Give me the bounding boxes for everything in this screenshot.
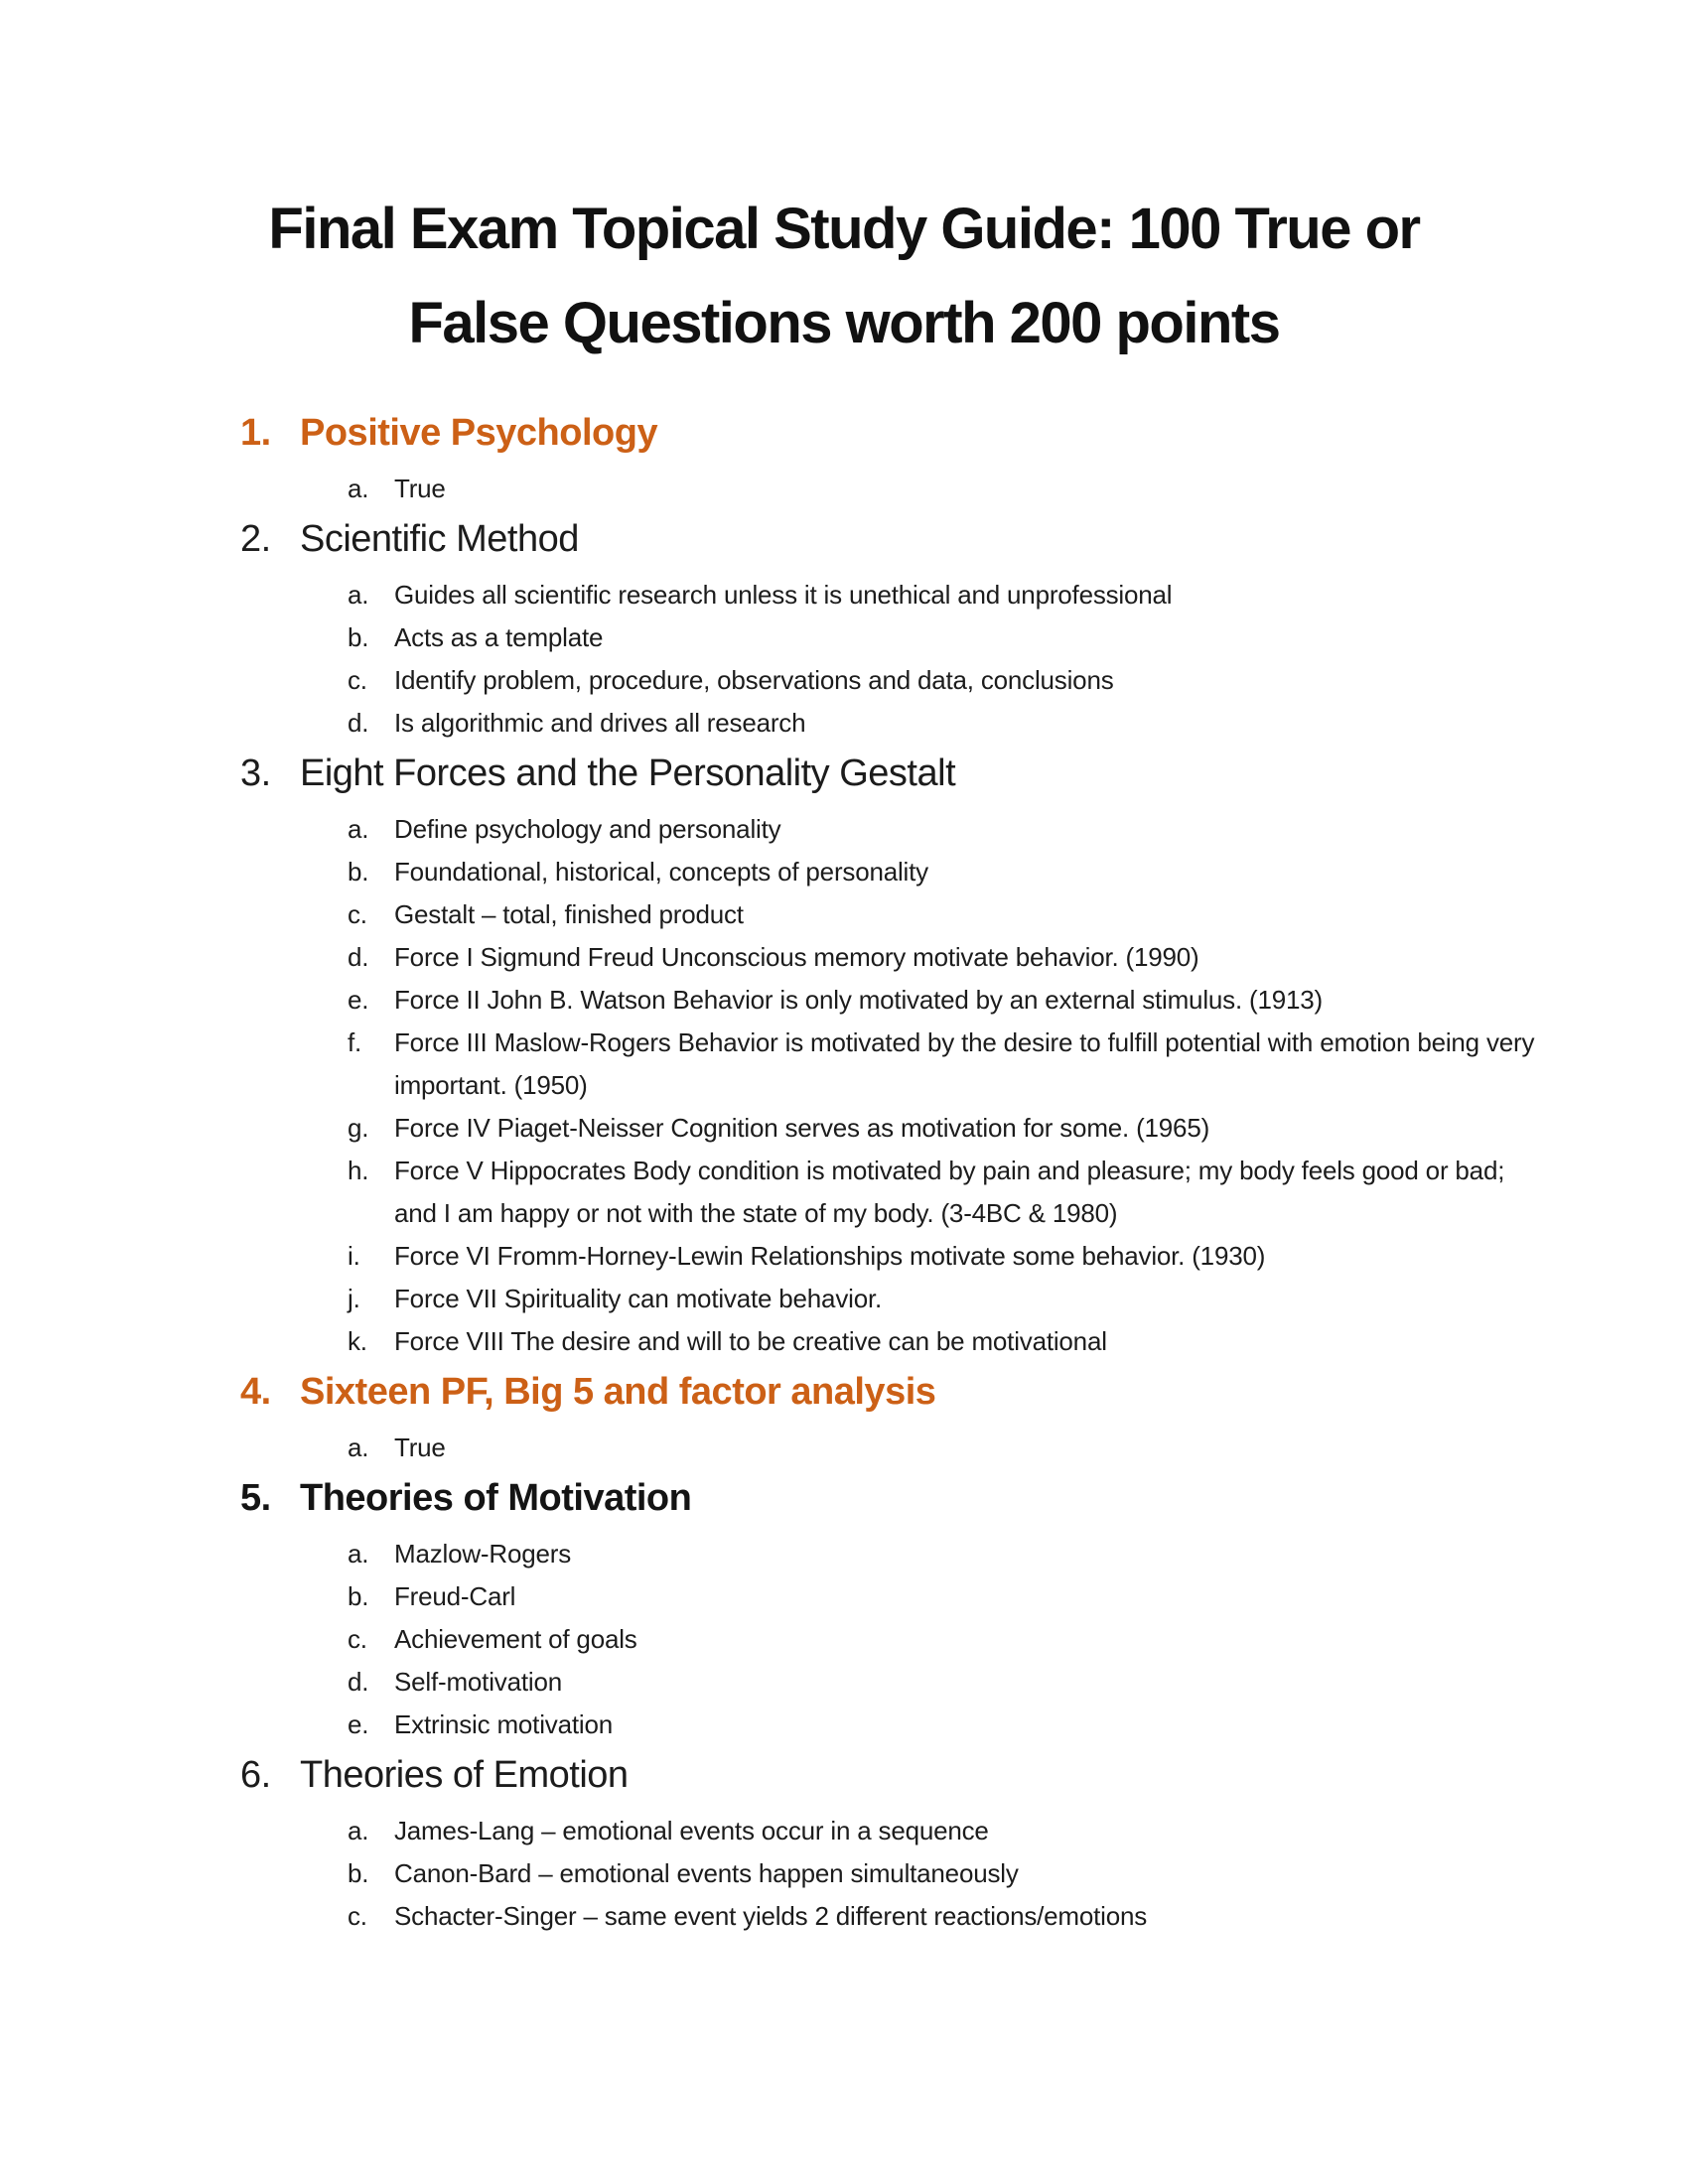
- item-text: Mazlow-Rogers: [394, 1539, 572, 1569]
- item-marker: d.: [348, 1667, 369, 1697]
- section-number: 3.: [240, 752, 271, 794]
- section-number: 6.: [240, 1754, 271, 1796]
- section-items: [0, 468, 1688, 510]
- item-marker: a.: [348, 1539, 369, 1569]
- list-item: [348, 936, 1688, 979]
- item-text: Force V Hippocrates Body condition is motivated by pain and pleasure; my body feels good or bad; and I am happy or not with the state of my body. (3-4BC & 1980): [394, 1156, 1505, 1228]
- list-item: [348, 1427, 1688, 1469]
- item-text: Acts as a template: [394, 622, 604, 652]
- item-text: Foundational, historical, concepts of personality: [394, 857, 928, 887]
- section-items: [0, 1533, 1688, 1746]
- list-item: [348, 659, 1688, 702]
- item-marker: a.: [348, 814, 369, 844]
- section-heading: [0, 1363, 1688, 1421]
- section-heading: [0, 1746, 1688, 1804]
- section-heading-label: Positive Psychology: [300, 412, 658, 454]
- page-title-line-1: Final Exam Topical Study Guide: 100 True or: [268, 197, 1420, 261]
- section: [0, 510, 1688, 745]
- section-number: 4.: [240, 1371, 271, 1413]
- item-text: Gestalt – total, finished product: [394, 899, 744, 929]
- item-marker: e.: [348, 985, 369, 1015]
- list-item: [348, 574, 1688, 616]
- item-text: James-Lang – emotional events occur in a sequence: [394, 1816, 989, 1845]
- section-heading: [0, 510, 1688, 568]
- item-marker: d.: [348, 942, 369, 972]
- list-item: [348, 468, 1688, 510]
- list-item: [348, 1810, 1688, 1852]
- list-item: [348, 1661, 1688, 1704]
- section-items: [0, 574, 1688, 745]
- item-text: Force II John B. Watson Behavior is only motivated by an external stimulus. (1913): [394, 985, 1323, 1015]
- section-heading-label: Sixteen PF, Big 5 and factor analysis: [300, 1371, 936, 1413]
- item-text: True: [394, 1433, 446, 1462]
- item-text: Achievement of goals: [394, 1624, 637, 1654]
- item-text: Self-motivation: [394, 1667, 562, 1697]
- sections-container: [0, 404, 1688, 1938]
- item-text: Force VIII The desire and will to be creative can be motivational: [394, 1326, 1107, 1356]
- list-item: [348, 1235, 1688, 1278]
- item-marker: e.: [348, 1709, 369, 1739]
- list-item: [348, 1022, 1688, 1107]
- item-text: Force VI Fromm-Horney-Lewin Relationships motivate some behavior. (1930): [394, 1241, 1266, 1271]
- list-item: [348, 851, 1688, 893]
- item-marker: c.: [348, 899, 367, 929]
- section-items: [0, 1810, 1688, 1938]
- item-text: Force III Maslow-Rogers Behavior is motivated by the desire to fulfill potential with emotion being very important. (1950): [394, 1027, 1535, 1100]
- item-text: Freud-Carl: [394, 1581, 516, 1611]
- item-marker: a.: [348, 1433, 369, 1462]
- page-title-line-2: False Questions worth 200 points: [408, 291, 1280, 355]
- item-text: Is algorithmic and drives all research: [394, 708, 806, 738]
- section-heading: [0, 404, 1688, 462]
- item-text: Identify problem, procedure, observations and data, conclusions: [394, 665, 1114, 695]
- item-text: Extrinsic motivation: [394, 1709, 613, 1739]
- title-block: [0, 0, 1688, 370]
- section-heading: [0, 1469, 1688, 1527]
- list-item: [348, 1575, 1688, 1618]
- item-marker: c.: [348, 1624, 367, 1654]
- list-item: [348, 1150, 1688, 1235]
- section-heading-label: Scientific Method: [300, 518, 579, 560]
- item-marker: b.: [348, 857, 369, 887]
- item-marker: c.: [348, 665, 367, 695]
- list-item: [348, 1895, 1688, 1938]
- list-item: [348, 616, 1688, 659]
- list-item: [348, 1278, 1688, 1320]
- item-marker: i.: [348, 1241, 360, 1271]
- section: [0, 404, 1688, 510]
- list-item: [348, 808, 1688, 851]
- item-marker: f.: [348, 1027, 362, 1057]
- item-marker: a.: [348, 474, 369, 503]
- section-heading: [0, 745, 1688, 802]
- item-text: Canon-Bard – emotional events happen simultaneously: [394, 1858, 1019, 1888]
- list-item: [348, 1704, 1688, 1746]
- section-heading-label: Eight Forces and the Personality Gestalt: [300, 752, 956, 794]
- list-item: [348, 1852, 1688, 1895]
- item-marker: a.: [348, 1816, 369, 1845]
- item-marker: k.: [348, 1326, 367, 1356]
- section-items: [0, 1427, 1688, 1469]
- list-item: [348, 893, 1688, 936]
- list-item: [348, 1107, 1688, 1150]
- list-item: [348, 1618, 1688, 1661]
- item-marker: a.: [348, 580, 369, 610]
- item-text: Force I Sigmund Freud Unconscious memory motivate behavior. (1990): [394, 942, 1199, 972]
- section: [0, 745, 1688, 1363]
- list-item: [348, 702, 1688, 745]
- section-heading-label: Theories of Emotion: [300, 1754, 629, 1796]
- item-text: Guides all scientific research unless it is unethical and unprofessional: [394, 580, 1173, 610]
- item-marker: b.: [348, 1858, 369, 1888]
- item-marker: h.: [348, 1156, 369, 1185]
- list-item: [348, 979, 1688, 1022]
- list-item: [348, 1533, 1688, 1575]
- section-items: [0, 808, 1688, 1363]
- section-heading-label: Theories of Motivation: [300, 1477, 692, 1519]
- section: [0, 1469, 1688, 1746]
- section-number: 2.: [240, 518, 271, 560]
- item-marker: b.: [348, 1581, 369, 1611]
- item-marker: g.: [348, 1113, 369, 1143]
- item-text: True: [394, 474, 446, 503]
- item-marker: d.: [348, 708, 369, 738]
- list-item: [348, 1320, 1688, 1363]
- section-number: 5.: [240, 1477, 271, 1519]
- item-text: Force VII Spirituality can motivate behavior.: [394, 1284, 883, 1313]
- section: [0, 1746, 1688, 1938]
- item-text: Schacter-Singer – same event yields 2 different reactions/emotions: [394, 1901, 1148, 1931]
- item-marker: j.: [348, 1284, 360, 1313]
- section: [0, 1363, 1688, 1469]
- item-text: Force IV Piaget-Neisser Cognition serves as motivation for some. (1965): [394, 1113, 1210, 1143]
- section-number: 1.: [240, 412, 271, 454]
- item-marker: b.: [348, 622, 369, 652]
- item-marker: c.: [348, 1901, 367, 1931]
- item-text: Define psychology and personality: [394, 814, 781, 844]
